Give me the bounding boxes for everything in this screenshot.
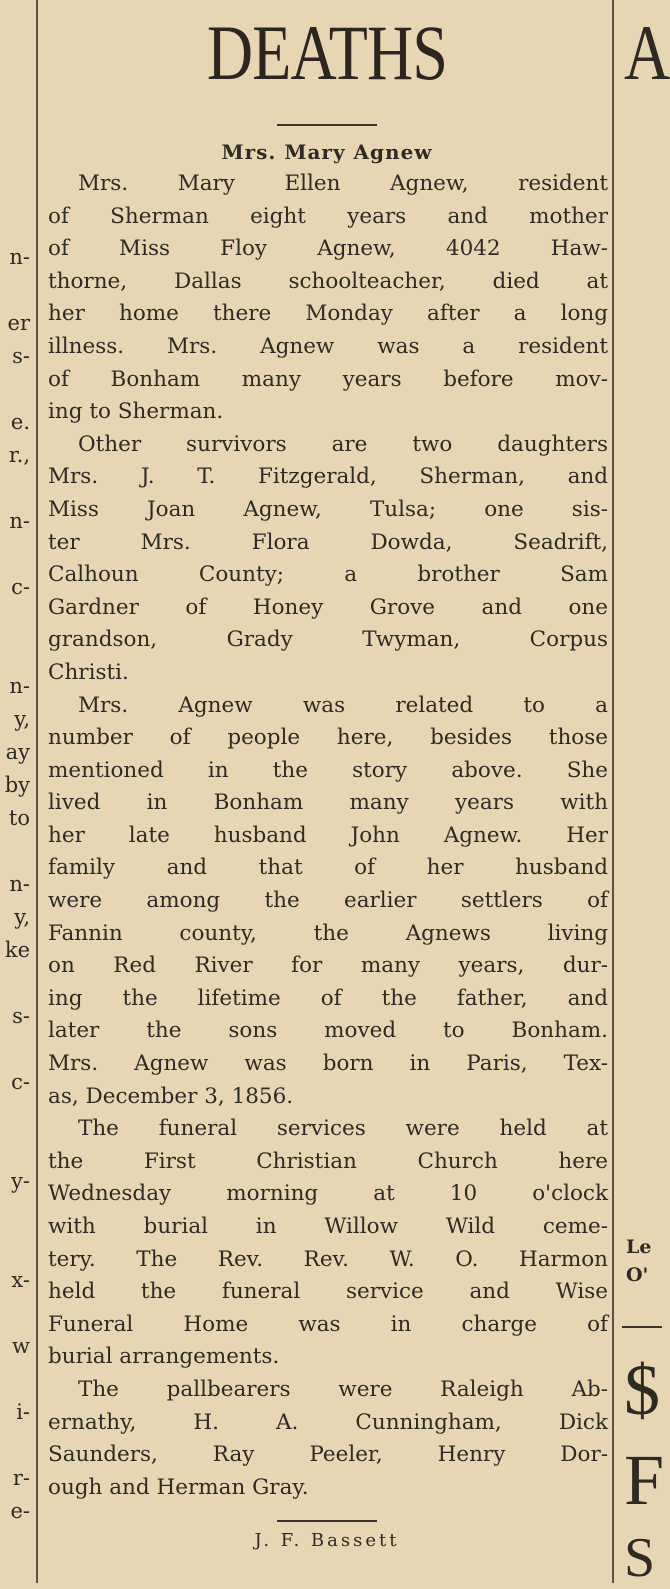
left-column-fragment <box>0 1033 30 1066</box>
left-column-fragments <box>0 10 30 1528</box>
left-column-fragment: s- <box>12 344 30 368</box>
column-rule-right <box>612 0 614 1583</box>
text-line: illness. Mrs. Agnew was a resident <box>48 333 608 359</box>
text-line: Mrs. Agnew was related to a <box>78 692 608 718</box>
right-f-fragment: F <box>624 1440 665 1520</box>
obituary-body <box>42 168 612 1504</box>
right-column-fragments <box>622 0 670 1589</box>
text-line: as, December 3, 1856. <box>48 1083 294 1109</box>
text-line: of Miss Floy Agnew, 4042 Haw- <box>48 236 608 262</box>
left-column-fragment: e- <box>10 1499 30 1523</box>
left-column-fragment: y, <box>14 905 30 929</box>
headline-rule <box>277 124 377 126</box>
text-line: grandson, Grady Twyman, Corpus <box>48 627 608 653</box>
left-column-fragment <box>0 208 30 241</box>
left-column-fragment: e. <box>10 410 30 434</box>
text-line: held the funeral service and Wise <box>48 1279 608 1305</box>
text-line: ough and Herman Gray. <box>48 1474 309 1500</box>
section-headline: DEATHS <box>206 9 448 96</box>
text-line: tery. The Rev. Rev. W. O. Harmon <box>48 1246 608 1272</box>
left-column-fragment: x- <box>11 1268 30 1292</box>
left-column-fragment: n- <box>9 674 30 698</box>
text-line: later the sons moved to Bonham. <box>48 1018 608 1044</box>
left-column-fragment: w <box>12 1334 30 1358</box>
text-line: ter Mrs. Flora Dowda, Seadrift, <box>48 529 608 555</box>
text-line: The pallbearers were Raleigh Ab- <box>78 1376 608 1402</box>
left-column-fragment <box>0 637 30 670</box>
text-line: of Sherman eight years and mother <box>48 203 608 229</box>
left-column-fragment <box>0 43 30 76</box>
text-line: Funeral Home was in charge of <box>48 1311 608 1337</box>
text-line: Fannin county, the Agnews living <box>48 920 608 946</box>
text-line: Gardner of Honey Grove and one <box>48 594 608 620</box>
left-column-fragment: i- <box>16 1400 30 1424</box>
text-line: of Bonham many years before mov- <box>48 366 608 392</box>
article-end-rule <box>277 1520 377 1522</box>
left-column-fragment <box>0 175 30 208</box>
left-column-fragment <box>0 604 30 637</box>
left-column-fragment: to <box>8 806 30 830</box>
text-line: Mrs. J. T. Fitzgerald, Sherman, and <box>48 464 608 490</box>
right-headline-fragment: A <box>624 9 670 96</box>
left-column-fragment: y- <box>11 1169 30 1193</box>
text-line: thorne, Dallas schoolteacher, died at <box>48 268 608 294</box>
left-column-fragment: s- <box>12 1004 30 1028</box>
text-line: ing the lifetime of the father, and <box>48 985 608 1011</box>
right-dollar-fragment: $ <box>624 1350 660 1430</box>
left-column-fragment <box>0 835 30 868</box>
left-column-fragment <box>0 538 30 571</box>
right-byline-fragment-2: O' <box>626 1264 649 1286</box>
left-column-fragment: n- <box>9 245 30 269</box>
left-column-fragment: y, <box>14 707 30 731</box>
text-line: with burial in Willow Wild ceme- <box>48 1214 608 1239</box>
left-column-fragment: n- <box>9 872 30 896</box>
left-column-fragment: c- <box>11 1070 30 1094</box>
left-column-fragment: ke <box>4 938 30 962</box>
text-line: Wednesday morning at 10 o'clock <box>48 1181 608 1207</box>
text-line: ing to Sherman. <box>48 399 224 425</box>
text-line: Calhoun County; a brother Sam <box>48 562 608 588</box>
text-line: were among the earlier settlers of <box>48 888 608 914</box>
right-rule-fragment <box>622 1326 662 1328</box>
text-line: Mrs. Agnew was born in Paris, Tex- <box>48 1051 608 1077</box>
text-line: Mrs. Mary Ellen Agnew, resident <box>78 171 608 196</box>
left-column-fragment <box>0 1429 30 1462</box>
left-column-fragment <box>0 1198 30 1231</box>
left-column-fragment <box>0 1231 30 1264</box>
left-column-fragment <box>0 967 30 1000</box>
obituary-paragraph <box>42 429 612 690</box>
obituary-paragraph <box>42 168 612 429</box>
obituary-paragraph <box>42 1374 612 1504</box>
left-column-fragment <box>0 109 30 142</box>
column-rule-left <box>36 0 38 1583</box>
right-byline-fragment-1: Le <box>626 1236 652 1258</box>
text-line: Other survivors are two daughters <box>78 431 608 457</box>
left-column-fragment <box>0 76 30 109</box>
left-column-fragment <box>0 373 30 406</box>
left-column-fragment <box>0 1099 30 1132</box>
text-line: mentioned in the story above. She <box>48 757 608 783</box>
left-column-fragment <box>0 10 30 43</box>
left-column-fragment: r- <box>12 1466 30 1490</box>
text-line: on Red River for many years, dur- <box>48 953 608 979</box>
text-line: lived in Bonham many years with <box>48 790 608 816</box>
obituary-paragraph <box>42 690 612 1114</box>
text-line: burial arrangements. <box>48 1344 280 1370</box>
left-column-fragment: n- <box>9 509 30 533</box>
left-column-fragment <box>0 142 30 175</box>
left-column-fragment <box>0 274 30 307</box>
obituary-name-heading: Mrs. Mary Agnew <box>221 140 433 164</box>
left-column-fragment: ay <box>5 740 30 764</box>
text-line: Miss Joan Agnew, Tulsa; one sis- <box>48 496 608 522</box>
obituary-column <box>42 0 612 1551</box>
left-column-fragment: c- <box>11 575 30 599</box>
text-line: her home there Monday after a long <box>48 301 608 327</box>
next-obituary-heading: J. F. Bassett <box>254 1530 400 1552</box>
text-line: Christi. <box>48 659 129 685</box>
text-line: family and that of her husband <box>48 855 608 881</box>
obituary-paragraph <box>42 1113 612 1374</box>
text-line: The funeral services were held at <box>78 1116 608 1142</box>
text-line: the First Christian Church here <box>48 1148 608 1174</box>
text-line: her late husband John Agnew. Her <box>48 822 608 848</box>
left-column-fragment <box>0 1132 30 1165</box>
right-s-fragment: S <box>624 1527 656 1589</box>
left-column-fragment <box>0 1297 30 1330</box>
left-column-fragment <box>0 472 30 505</box>
left-column-fragment: r., <box>8 443 30 467</box>
text-line: Saunders, Ray Peeler, Henry Dor- <box>48 1442 608 1468</box>
left-column-fragment: er <box>7 311 30 335</box>
text-line: ernathy, H. A. Cunningham, Dick <box>48 1409 608 1435</box>
text-line: number of people here, besides those <box>48 725 608 751</box>
left-column-fragment: by <box>4 773 30 797</box>
left-column-fragment <box>0 1363 30 1396</box>
